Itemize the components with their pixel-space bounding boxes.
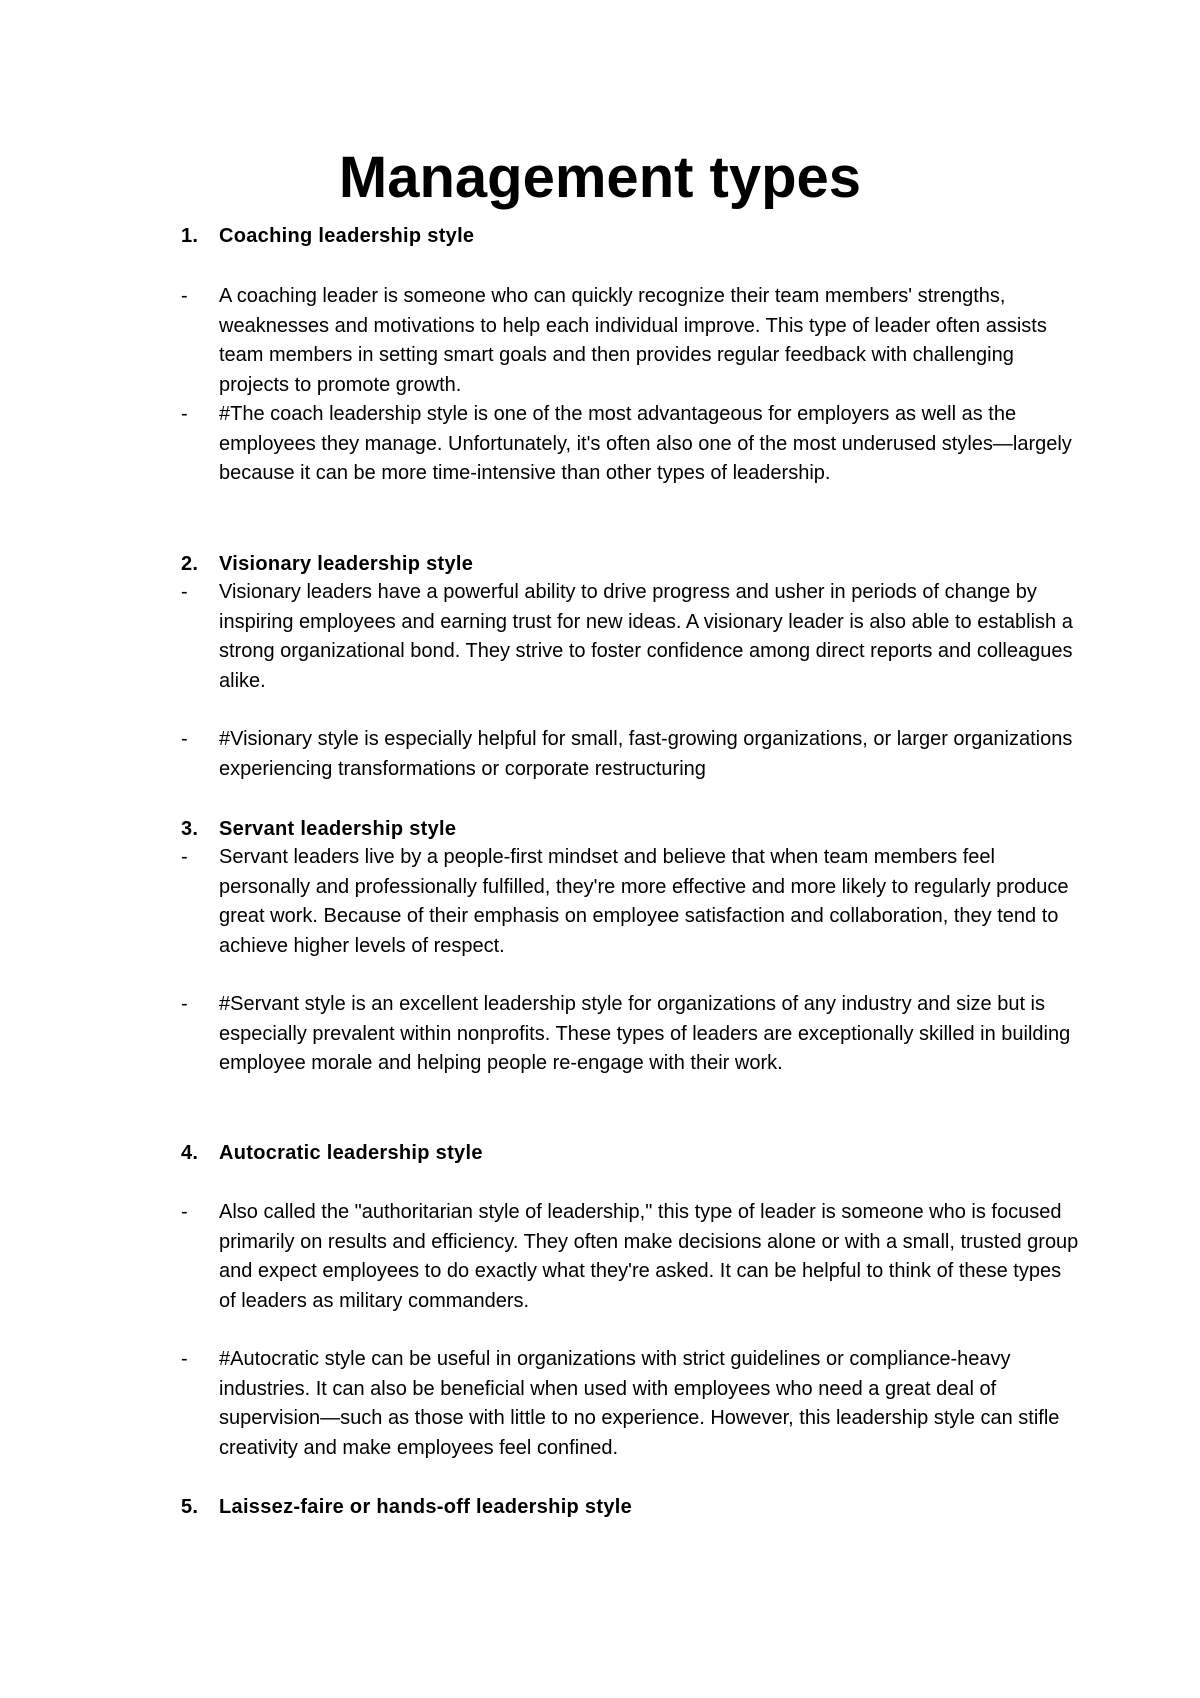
dash-marker: -	[181, 1201, 188, 1223]
section-title: Laissez-faire or hands-off leadership style	[219, 1496, 633, 1518]
section-title: Autocratic leadership style	[219, 1142, 483, 1164]
bullet-text: A coaching leader is someone who can quickly recognize their team members' strengths, weaknesses and motivations to help each individual improve. This type of leader often assists team members in setting smart goals and then provides regular feedback with challenging projects to promote growth.	[219, 285, 1047, 396]
section-heading-autocratic	[181, 1140, 483, 1166]
section-title: Servant leadership style	[219, 818, 457, 840]
section-heading-visionary	[181, 551, 473, 577]
bullet-text: #Servant style is an excellent leadership style for organizations of any industry and size but is especially prevalent within nonprofits. These types of leaders are exceptionally skilled in building employee morale and helping people re-engage with their work.	[219, 993, 1071, 1074]
bullet-text: #Autocratic style can be useful in organizations with strict guidelines or compliance-heavy industries. It can also be beneficial when used with employees who need a great deal of supervision—such as those with little to no experience. However, this leadership style can stifle creativity and make employees feel confined.	[219, 1348, 1060, 1459]
bullet-text: Visionary leaders have a powerful ability to drive progress and usher in periods of change by inspiring employees and earning trust for new ideas. A visionary leader is also able to establish a strong organizational bond. They strive to foster confidence among direct reports and colleagues alike.	[219, 581, 1073, 692]
section-heading-servant	[181, 816, 456, 842]
bullet-text: #Visionary style is especially helpful for small, fast-growing organizations, or larger organizations experiencing transformations or corporate restructuring	[219, 728, 1073, 780]
dash-marker: -	[181, 1348, 188, 1370]
section-number: 2.	[181, 553, 199, 575]
section-number: 4.	[181, 1142, 199, 1164]
bullet-text: Servant leaders live by a people-first mindset and believe that when team members feel personally and professionally fulfilled, they're more effective and more likely to regularly produce great work. Because of their emphasis on employee satisfaction and collaboration, they tend to achieve higher levels of respect.	[219, 846, 1069, 957]
section-title: Visionary leadership style	[219, 553, 474, 575]
bullet-text: Also called the "authoritarian style of leadership," this type of leader is someone who is focused primarily on results and efficiency. They often make decisions alone or with a small, trusted group and expect employees to do exactly what they're asked. It can be helpful to think of these types of leaders as military commanders.	[219, 1201, 1079, 1312]
section-number: 3.	[181, 818, 199, 840]
dash-marker: -	[181, 846, 188, 868]
section-title: Coaching leadership style	[219, 225, 475, 247]
dash-marker: -	[181, 581, 188, 603]
dash-marker: -	[181, 993, 188, 1015]
section-heading-laissez-faire	[181, 1494, 632, 1520]
section-number: 1.	[181, 225, 199, 247]
section-heading-coaching	[181, 223, 474, 249]
dash-marker: -	[181, 403, 188, 425]
bullet-text: #The coach leadership style is one of the most advantageous for employers as well as the employees they manage. Unfortunately, it's often also one of the most underused styles—largely because it can be more time-intensive than other types of leadership.	[219, 403, 1072, 484]
page-title: Management types	[338, 145, 862, 210]
section-number: 5.	[181, 1496, 199, 1518]
dash-marker: -	[181, 285, 188, 307]
dash-marker: -	[181, 728, 188, 750]
